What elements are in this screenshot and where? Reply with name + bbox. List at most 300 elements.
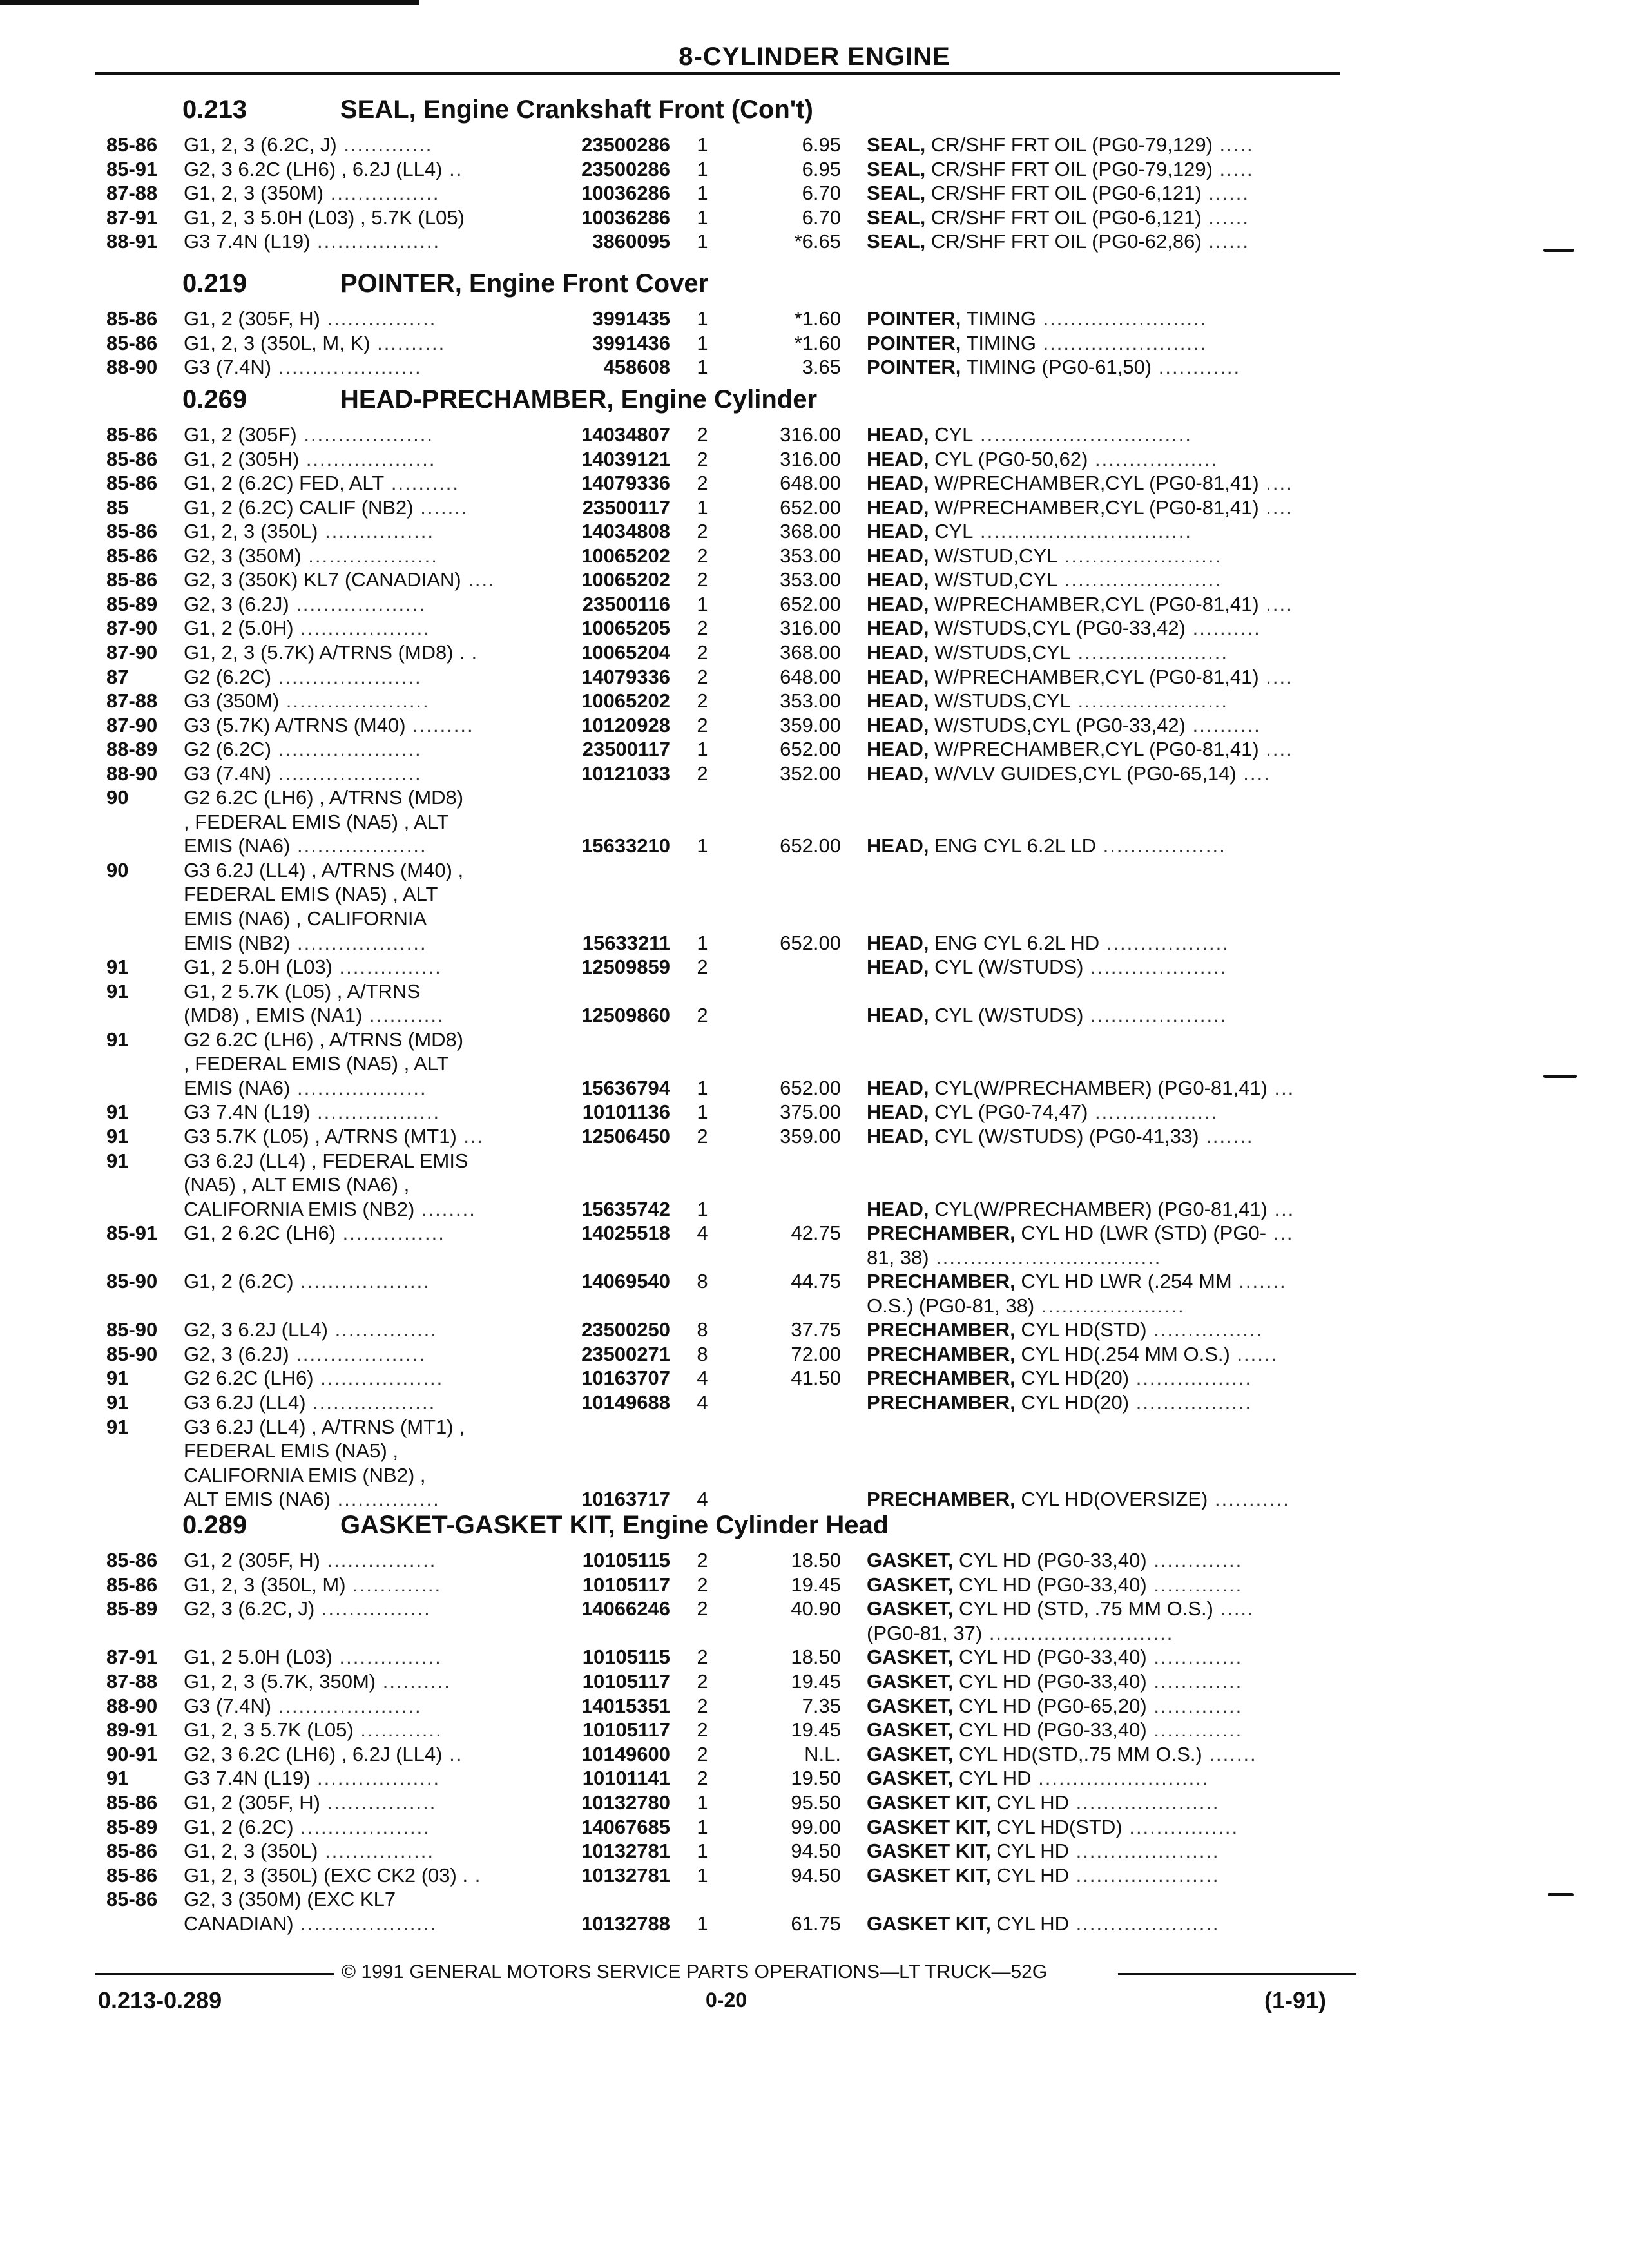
part-description: PRECHAMBER, CYL HD(.254 MM O.S.) ...... bbox=[867, 1342, 1278, 1365]
revision-date: (1-91) bbox=[1264, 1987, 1327, 2013]
model-application: G3 (7.4N) ..................... bbox=[184, 1694, 422, 1717]
model-application: (NA5) , ALT EMIS (NA6) , bbox=[184, 1173, 410, 1196]
table-row bbox=[0, 448, 1629, 472]
table-row bbox=[0, 1622, 1629, 1646]
part-number: 10132781 bbox=[581, 1863, 670, 1887]
model-application: G2, 3 6.2J (LL4) ............... bbox=[184, 1318, 438, 1341]
quantity: 1 bbox=[697, 230, 708, 253]
quantity: 2 bbox=[697, 423, 708, 446]
model-application: G2 (6.2C) ..................... bbox=[184, 738, 422, 761]
quantity: 2 bbox=[697, 1549, 708, 1571]
model-years: 87-90 bbox=[106, 640, 158, 664]
part-number: 14079336 bbox=[581, 665, 670, 688]
part-number: 14039121 bbox=[581, 447, 670, 470]
model-application: G3 6.2J (LL4) , FEDERAL EMIS bbox=[184, 1149, 468, 1172]
table-row bbox=[0, 158, 1629, 182]
part-number: 10120928 bbox=[581, 713, 670, 736]
model-application: G2, 3 (6.2J) ................... bbox=[184, 1342, 426, 1365]
model-application: G3 (7.4N) ..................... bbox=[184, 762, 422, 785]
model-years: 85-86 bbox=[106, 447, 158, 470]
part-number: 23500250 bbox=[581, 1318, 670, 1341]
model-application: G1, 2, 3 (6.2C, J) ............. bbox=[184, 133, 433, 156]
part-number: 10132788 bbox=[581, 1912, 670, 1935]
model-years: 88-90 bbox=[106, 762, 158, 785]
model-years: 85-90 bbox=[106, 1318, 158, 1341]
quantity: 2 bbox=[697, 472, 708, 495]
model-application: G3 (5.7K) A/TRNS (M40) ......... bbox=[184, 713, 474, 736]
section-range: 0.213-0.289 bbox=[98, 1987, 222, 2013]
model-years: 85-91 bbox=[106, 157, 158, 180]
list-price: 99.00 bbox=[791, 1815, 841, 1838]
table-row bbox=[0, 1912, 1629, 1937]
list-price: 94.50 bbox=[791, 1863, 841, 1887]
quantity: 2 bbox=[697, 1124, 708, 1148]
model-application: G3 (350M) ..................... bbox=[184, 689, 430, 713]
part-number: 14034808 bbox=[581, 520, 670, 543]
model-application: EMIS (NA6) , CALIFORNIA bbox=[184, 907, 427, 930]
model-application: G3 6.2J (LL4) , A/TRNS (M40) , bbox=[184, 858, 464, 881]
quantity: 1 bbox=[697, 1863, 708, 1887]
model-years: 87-91 bbox=[106, 1646, 158, 1669]
model-years: 91 bbox=[106, 1391, 129, 1414]
footer-rule-left bbox=[95, 1973, 334, 1975]
part-number: 14067685 bbox=[581, 1815, 670, 1838]
list-price: 359.00 bbox=[780, 1124, 841, 1148]
model-years: 91 bbox=[106, 1100, 129, 1124]
part-number: 10132781 bbox=[581, 1840, 670, 1863]
quantity: 1 bbox=[697, 1076, 708, 1099]
quantity: 2 bbox=[697, 1004, 708, 1027]
part-description: SEAL, CR/SHF FRT OIL (PG0-79,129) ..... bbox=[867, 157, 1254, 180]
table-row bbox=[0, 883, 1629, 907]
model-application: , FEDERAL EMIS (NA5) , ALT bbox=[184, 1052, 449, 1075]
part-number: 10149600 bbox=[581, 1742, 670, 1765]
list-price: 19.45 bbox=[791, 1718, 841, 1742]
model-application: G2, 3 (350M) ................... bbox=[184, 544, 438, 567]
list-price: 316.00 bbox=[780, 617, 841, 640]
table-row bbox=[0, 307, 1629, 332]
table-row bbox=[0, 1318, 1629, 1343]
table-row bbox=[0, 834, 1629, 859]
part-description: HEAD, W/STUD,CYL ....................... bbox=[867, 568, 1222, 591]
part-description: HEAD, CYL (W/STUDS) .................... bbox=[867, 956, 1228, 979]
quantity: 1 bbox=[697, 738, 708, 761]
part-description: HEAD, W/STUDS,CYL ...................... bbox=[867, 640, 1229, 664]
model-years: 90 bbox=[106, 786, 129, 809]
model-years: 87-88 bbox=[106, 1670, 158, 1693]
model-application: (MD8) , EMIS (NA1) ........... bbox=[184, 1004, 445, 1027]
table-row bbox=[0, 1767, 1629, 1791]
model-application: G1, 2 (305F, H) ................ bbox=[184, 1549, 437, 1571]
quantity: 4 bbox=[697, 1488, 708, 1511]
model-years: 85-86 bbox=[106, 472, 158, 495]
part-description: HEAD, W/STUDS,CYL (PG0-33,42) .......... bbox=[867, 713, 1261, 736]
part-number: 15633210 bbox=[581, 834, 670, 858]
footer-rule-right bbox=[1118, 1973, 1356, 1975]
model-application: G1, 2, 3 (350L, M) ............. bbox=[184, 1573, 442, 1596]
model-application: G1, 2, 3 (350L) ................ bbox=[184, 1840, 434, 1863]
part-number: 12506450 bbox=[581, 1124, 670, 1148]
table-row bbox=[0, 1198, 1629, 1222]
list-price: 19.50 bbox=[791, 1767, 841, 1790]
quantity: 2 bbox=[697, 713, 708, 736]
part-number: 23500117 bbox=[582, 738, 670, 761]
model-years: 85-86 bbox=[106, 544, 158, 567]
model-years: 85-90 bbox=[106, 1270, 158, 1293]
model-years: 88-91 bbox=[106, 230, 158, 253]
model-years: 91 bbox=[106, 1124, 129, 1148]
model-application: G1, 2 5.0H (L03) ............... bbox=[184, 1646, 442, 1669]
table-row bbox=[0, 1416, 1629, 1440]
model-application: G1, 2 (6.2C) ................... bbox=[184, 1815, 430, 1838]
model-years: 85-86 bbox=[106, 1888, 158, 1911]
top-edge-rule bbox=[0, 0, 419, 5]
part-number: 10132780 bbox=[581, 1791, 670, 1814]
list-price: 42.75 bbox=[791, 1222, 841, 1245]
model-application: G3 (7.4N) ..................... bbox=[184, 356, 422, 379]
model-application: G3 7.4N (L19) .................. bbox=[184, 1767, 441, 1790]
quantity: 1 bbox=[697, 182, 708, 204]
table-row bbox=[0, 811, 1629, 835]
part-description: HEAD, W/STUDS,CYL ...................... bbox=[867, 689, 1229, 713]
model-years: 90 bbox=[106, 858, 129, 881]
model-years: 90-91 bbox=[106, 1742, 158, 1765]
table-row bbox=[0, 786, 1629, 811]
part-number: 23500286 bbox=[581, 157, 670, 180]
table-row bbox=[0, 1052, 1629, 1077]
section-name: HEAD-PRECHAMBER, Engine Cylinder bbox=[340, 385, 818, 414]
list-price: 19.45 bbox=[791, 1670, 841, 1693]
model-years: 85-89 bbox=[106, 1815, 158, 1838]
quantity: 2 bbox=[697, 1597, 708, 1620]
part-number: 15636794 bbox=[581, 1076, 670, 1099]
part-description: PRECHAMBER, CYL HD(20) ................. bbox=[867, 1367, 1253, 1390]
section-name: POINTER, Engine Front Cover bbox=[340, 269, 709, 298]
part-description: GASKET, CYL HD (PG0-33,40) ............. bbox=[867, 1718, 1243, 1742]
part-number: 10065202 bbox=[581, 544, 670, 567]
page-number: 0-20 bbox=[706, 1988, 747, 2012]
model-application: G2 6.2C (LH6) , A/TRNS (MD8) bbox=[184, 786, 464, 809]
quantity: 2 bbox=[697, 1718, 708, 1742]
part-number: 10105117 bbox=[582, 1573, 670, 1596]
model-application: EMIS (NA6) ................... bbox=[184, 834, 427, 858]
quantity: 2 bbox=[697, 617, 708, 640]
part-description: HEAD, W/PRECHAMBER,CYL (PG0-81,41) .... bbox=[867, 665, 1293, 688]
part-description: HEAD, CYL ............................... bbox=[867, 423, 1192, 446]
model-application: G2, 3 (6.2C, J) ................ bbox=[184, 1597, 431, 1620]
table-row bbox=[0, 1488, 1629, 1512]
part-number: 10105115 bbox=[582, 1549, 670, 1571]
part-description: HEAD, CYL (PG0-74,47) .................. bbox=[867, 1100, 1219, 1124]
quantity: 2 bbox=[697, 956, 708, 979]
model-application: G1, 2, 3 (350L) ................ bbox=[184, 520, 434, 543]
list-price: 368.00 bbox=[780, 640, 841, 664]
quantity: 2 bbox=[697, 1646, 708, 1669]
quantity: 1 bbox=[697, 331, 708, 354]
list-price: 7.35 bbox=[802, 1694, 841, 1717]
quantity: 4 bbox=[697, 1367, 708, 1390]
model-application: G2, 3 6.2C (LH6) , 6.2J (LL4) .. bbox=[184, 157, 463, 180]
model-application: G2, 3 (6.2J) ................... bbox=[184, 592, 426, 615]
model-application: G3 6.2J (LL4) .................. bbox=[184, 1391, 436, 1414]
part-number: 10065202 bbox=[581, 689, 670, 713]
model-application: G1, 2, 3 (350L) (EXC CK2 (03) . . bbox=[184, 1863, 482, 1887]
part-description: GASKET KIT, CYL HD ..................... bbox=[867, 1863, 1220, 1887]
model-years: 87-90 bbox=[106, 617, 158, 640]
list-price: N.L. bbox=[804, 1742, 841, 1765]
part-number: 10163707 bbox=[581, 1367, 670, 1390]
table-row bbox=[0, 1864, 1629, 1888]
model-years: 91 bbox=[106, 979, 129, 1003]
part-description: HEAD, W/PRECHAMBER,CYL (PG0-81,41) .... bbox=[867, 472, 1293, 495]
table-row bbox=[0, 1246, 1629, 1271]
model-application: G3 6.2J (LL4) , A/TRNS (MT1) , bbox=[184, 1415, 465, 1438]
table-row bbox=[0, 956, 1629, 980]
part-description: SEAL, CR/SHF FRT OIL (PG0-62,86) ...... bbox=[867, 230, 1249, 253]
quantity: 2 bbox=[697, 689, 708, 713]
table-row bbox=[0, 568, 1629, 593]
list-price: 652.00 bbox=[780, 834, 841, 858]
list-price: *6.65 bbox=[794, 230, 841, 253]
part-number: 3991436 bbox=[592, 331, 670, 354]
margin-mark bbox=[1543, 1075, 1577, 1078]
part-number: 23500286 bbox=[581, 133, 670, 156]
section-heading bbox=[0, 95, 1629, 124]
section-code: 0.213 bbox=[182, 95, 247, 124]
part-description: HEAD, CYL ............................... bbox=[867, 520, 1192, 543]
model-years: 91 bbox=[106, 1415, 129, 1438]
table-row bbox=[0, 1343, 1629, 1367]
part-number: 12509859 bbox=[581, 956, 670, 979]
table-row bbox=[0, 1549, 1629, 1573]
list-price: *1.60 bbox=[794, 307, 841, 330]
part-description: SEAL, CR/SHF FRT OIL (PG0-6,121) ...... bbox=[867, 182, 1249, 204]
part-description: HEAD, W/PRECHAMBER,CYL (PG0-81,41) .... bbox=[867, 592, 1293, 615]
list-price: 652.00 bbox=[780, 738, 841, 761]
margin-mark bbox=[1543, 249, 1574, 252]
list-price: 41.50 bbox=[791, 1367, 841, 1390]
part-description: HEAD, W/PRECHAMBER,CYL (PG0-81,41) .... bbox=[867, 495, 1293, 519]
model-application: G1, 2, 3 (5.7K, 350M) .......... bbox=[184, 1670, 451, 1693]
quantity: 1 bbox=[697, 157, 708, 180]
list-price: *1.60 bbox=[794, 331, 841, 354]
quantity: 2 bbox=[697, 1742, 708, 1765]
quantity: 1 bbox=[697, 133, 708, 156]
model-application: G1, 2 6.2C (LH6) ............... bbox=[184, 1222, 445, 1245]
part-number: 14069540 bbox=[581, 1270, 670, 1293]
table-row bbox=[0, 1173, 1629, 1198]
table-row bbox=[0, 714, 1629, 738]
table-row bbox=[0, 1840, 1629, 1864]
part-number: 23500116 bbox=[582, 592, 670, 615]
model-application: G3 5.7K (L05) , A/TRNS (MT1) ... bbox=[184, 1124, 485, 1148]
part-description: 81, 38) ................................. bbox=[867, 1245, 1162, 1269]
model-years: 85-86 bbox=[106, 1549, 158, 1571]
quantity: 1 bbox=[697, 307, 708, 330]
section-name: GASKET-GASKET KIT, Engine Cylinder Head bbox=[340, 1511, 889, 1539]
part-description: SEAL, CR/SHF FRT OIL (PG0-79,129) ..... bbox=[867, 133, 1254, 156]
table-row bbox=[0, 1743, 1629, 1767]
part-number: 10036286 bbox=[581, 206, 670, 229]
list-price: 6.70 bbox=[802, 182, 841, 204]
list-price: 375.00 bbox=[780, 1100, 841, 1124]
table-row bbox=[0, 423, 1629, 448]
quantity: 2 bbox=[697, 520, 708, 543]
model-application: G2 6.2C (LH6) , A/TRNS (MD8) bbox=[184, 1028, 464, 1051]
table-row bbox=[0, 738, 1629, 762]
part-number: 15635742 bbox=[581, 1197, 670, 1220]
model-application: G1, 2 (305H) ................... bbox=[184, 447, 436, 470]
quantity: 1 bbox=[697, 206, 708, 229]
section-name: SEAL, Engine Crankshaft Front (Con't) bbox=[340, 95, 813, 124]
part-description: POINTER, TIMING ........................ bbox=[867, 331, 1208, 354]
list-price: 359.00 bbox=[780, 713, 841, 736]
quantity: 1 bbox=[697, 1815, 708, 1838]
part-description: HEAD, CYL (W/STUDS) .................... bbox=[867, 1004, 1228, 1027]
part-number: 14066246 bbox=[581, 1597, 670, 1620]
model-years: 85-86 bbox=[106, 307, 158, 330]
part-description: GASKET, CYL HD ......................... bbox=[867, 1767, 1210, 1790]
quantity: 1 bbox=[697, 495, 708, 519]
quantity: 1 bbox=[697, 1912, 708, 1935]
part-description: HEAD, ENG CYL 6.2L LD .................. bbox=[867, 834, 1226, 858]
section-heading bbox=[0, 1511, 1629, 1539]
model-years: 89-91 bbox=[106, 1718, 158, 1742]
table-row bbox=[0, 472, 1629, 496]
part-number: 10105117 bbox=[582, 1670, 670, 1693]
quantity: 2 bbox=[697, 544, 708, 567]
table-row bbox=[0, 617, 1629, 641]
quantity: 2 bbox=[697, 568, 708, 591]
quantity: 8 bbox=[697, 1270, 708, 1293]
table-row bbox=[0, 1100, 1629, 1125]
part-description: PRECHAMBER, CYL HD LWR (.254 MM ....... bbox=[867, 1270, 1287, 1293]
list-price: 316.00 bbox=[780, 423, 841, 446]
model-application: G3 7.4N (L19) .................. bbox=[184, 1100, 441, 1124]
model-years: 85-86 bbox=[106, 1573, 158, 1596]
copyright-notice: © 1991 GENERAL MOTORS SERVICE PARTS OPERATIONS—LT TRUCK—52G bbox=[342, 1961, 1048, 1983]
quantity: 1 bbox=[697, 356, 708, 379]
model-years: 85-86 bbox=[106, 1791, 158, 1814]
part-number: 10101136 bbox=[582, 1100, 670, 1124]
part-description: HEAD, CYL (W/STUDS) (PG0-41,33) ....... bbox=[867, 1124, 1254, 1148]
table-row bbox=[0, 980, 1629, 1004]
table-row bbox=[0, 1670, 1629, 1695]
model-application: G1, 2 (305F, H) ................ bbox=[184, 307, 437, 330]
list-price: 648.00 bbox=[780, 472, 841, 495]
quantity: 1 bbox=[697, 1791, 708, 1814]
part-number: 14034807 bbox=[581, 423, 670, 446]
table-row bbox=[0, 689, 1629, 714]
table-row bbox=[0, 1004, 1629, 1028]
list-price: 352.00 bbox=[780, 762, 841, 785]
part-number: 10065202 bbox=[581, 568, 670, 591]
table-row bbox=[0, 1391, 1629, 1416]
part-number: 10149688 bbox=[581, 1391, 670, 1414]
part-number: 14079336 bbox=[581, 472, 670, 495]
table-row bbox=[0, 1646, 1629, 1670]
model-application: G2, 3 (350M) (EXC KL7 bbox=[184, 1888, 396, 1911]
list-price: 6.95 bbox=[802, 133, 841, 156]
table-row bbox=[0, 1294, 1629, 1319]
table-row bbox=[0, 762, 1629, 787]
table-row bbox=[0, 907, 1629, 932]
section-heading bbox=[0, 269, 1629, 298]
quantity: 8 bbox=[697, 1318, 708, 1341]
table-row bbox=[0, 496, 1629, 521]
part-number: 23500271 bbox=[581, 1342, 670, 1365]
model-application: CANADIAN) .................... bbox=[184, 1912, 438, 1935]
part-description: GASKET, CYL HD (PG0-33,40) ............. bbox=[867, 1670, 1243, 1693]
model-application: CALIFORNIA EMIS (NB2) ........ bbox=[184, 1197, 476, 1220]
part-description: GASKET, CYL HD (STD, .75 MM O.S.) ..... bbox=[867, 1597, 1255, 1620]
list-price: 652.00 bbox=[780, 592, 841, 615]
quantity: 1 bbox=[697, 1197, 708, 1220]
table-row bbox=[0, 1270, 1629, 1294]
model-years: 85-86 bbox=[106, 331, 158, 354]
part-description: HEAD, ENG CYL 6.2L HD .................. bbox=[867, 931, 1229, 954]
section-code: 0.269 bbox=[182, 385, 247, 414]
model-years: 85-86 bbox=[106, 520, 158, 543]
table-row bbox=[0, 641, 1629, 666]
quantity: 1 bbox=[697, 931, 708, 954]
part-description: GASKET, CYL HD(STD,.75 MM O.S.) ....... bbox=[867, 1742, 1257, 1765]
table-row bbox=[0, 1597, 1629, 1622]
model-application: G1, 2 5.7K (L05) , A/TRNS bbox=[184, 979, 420, 1003]
list-price: 648.00 bbox=[780, 665, 841, 688]
table-row bbox=[0, 859, 1629, 883]
quantity: 8 bbox=[697, 1342, 708, 1365]
part-description: POINTER, TIMING ........................ bbox=[867, 307, 1208, 330]
part-number: 10163717 bbox=[581, 1488, 670, 1511]
model-years: 87 bbox=[106, 665, 129, 688]
part-number: 10105117 bbox=[582, 1718, 670, 1742]
list-price: 6.95 bbox=[802, 157, 841, 180]
quantity: 4 bbox=[697, 1222, 708, 1245]
model-application: G1, 2, 3 (5.7K) A/TRNS (MD8) . . bbox=[184, 640, 479, 664]
model-years: 85-86 bbox=[106, 133, 158, 156]
table-row bbox=[0, 1573, 1629, 1598]
part-description: GASKET KIT, CYL HD ..................... bbox=[867, 1840, 1220, 1863]
model-years: 85-86 bbox=[106, 1863, 158, 1887]
list-price: 316.00 bbox=[780, 447, 841, 470]
table-row bbox=[0, 1718, 1629, 1743]
model-years: 91 bbox=[106, 1028, 129, 1051]
model-years: 88-90 bbox=[106, 356, 158, 379]
table-row bbox=[0, 520, 1629, 544]
title-rule bbox=[95, 72, 1340, 75]
part-description: (PG0-81, 37) ........................... bbox=[867, 1621, 1174, 1644]
part-description: HEAD, W/STUDS,CYL (PG0-33,42) .......... bbox=[867, 617, 1261, 640]
model-years: 91 bbox=[106, 956, 129, 979]
part-description: PRECHAMBER, CYL HD(20) ................. bbox=[867, 1391, 1253, 1414]
model-application: EMIS (NB2) ................... bbox=[184, 931, 427, 954]
table-row bbox=[0, 1222, 1629, 1246]
quantity: 2 bbox=[697, 665, 708, 688]
part-number: 10101141 bbox=[582, 1767, 670, 1790]
model-application: G1, 2, 3 5.0H (L03) , 5.7K (L05) bbox=[184, 206, 465, 229]
quantity: 2 bbox=[697, 1573, 708, 1596]
part-number: 10065204 bbox=[581, 640, 670, 664]
model-years: 91 bbox=[106, 1767, 129, 1790]
model-application: G1, 2 5.0H (L03) ............... bbox=[184, 956, 442, 979]
table-row bbox=[0, 332, 1629, 356]
table-row bbox=[0, 666, 1629, 690]
quantity: 2 bbox=[697, 640, 708, 664]
quantity: 1 bbox=[697, 592, 708, 615]
list-price: 3.65 bbox=[802, 356, 841, 379]
quantity: 2 bbox=[697, 1694, 708, 1717]
